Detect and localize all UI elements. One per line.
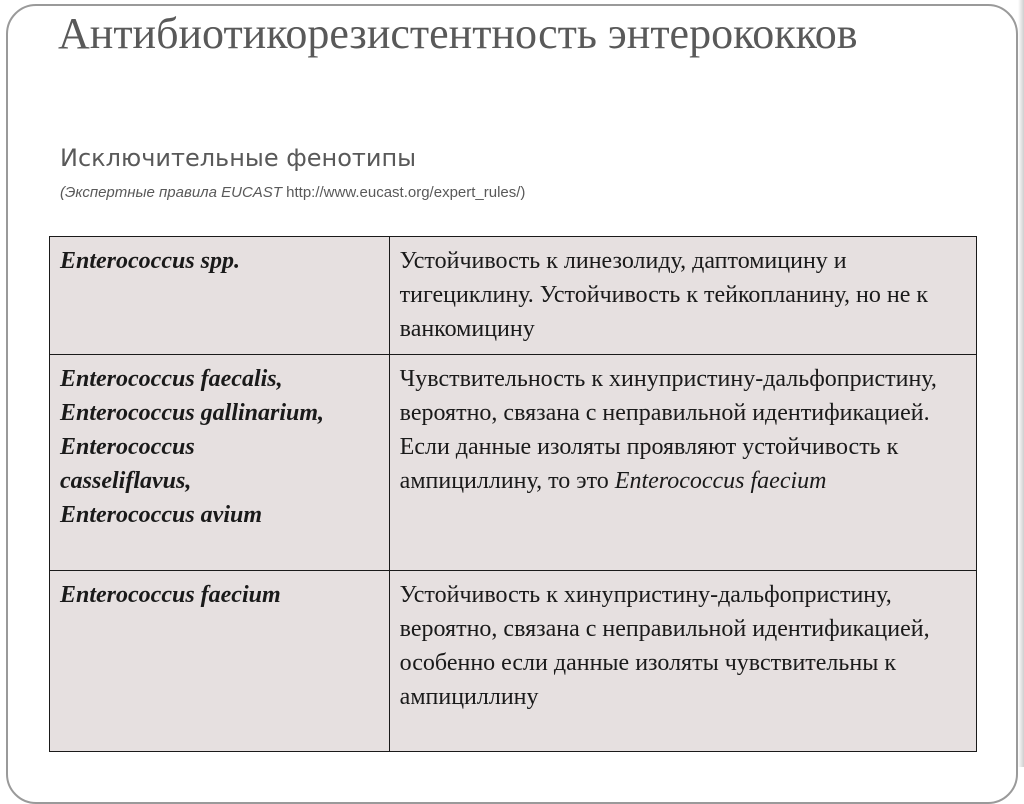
table-row [50, 571, 977, 752]
table-row [50, 237, 977, 355]
species-cell [50, 237, 390, 355]
slide-subtitle: Исключительные фенотипы [60, 144, 417, 172]
slide-title: Антибиотикорезистентность энтерококков [58, 9, 858, 58]
species-name: Enterococcus faecium [60, 582, 281, 608]
table-row [50, 355, 977, 571]
source-label: (Экспертные правила EUCAST [60, 184, 282, 201]
species-name: casseliflavus, [60, 468, 192, 494]
description-text: Чувствительность к хинупристину-дальфопристину, вероятно, связана с неправильной идентификацией. Если данные изоляты проявляют устойчивость к ампициллину, то это [399, 366, 937, 494]
description-cell: Устойчивость к линезолиду, даптомицину и тигециклину. Устойчивость к тейкопланину, но не к ванкомицину [389, 237, 976, 355]
slide-shadow [1018, 0, 1024, 767]
species-name: Enterococcus gallinarium, [60, 400, 325, 426]
species-name: Enterococcus spp. [60, 248, 240, 274]
description-cell: Устойчивость к хинупристину-дальфопристину, вероятно, связана с неправильной идентификацией, особенно если данные изоляты чувствительны к ампициллину [389, 571, 976, 752]
species-cell [50, 571, 390, 752]
description-species: Enterococcus faecium [614, 468, 827, 494]
source-reference [60, 184, 525, 201]
phenotypes-table [49, 236, 977, 752]
species-name: Enterococcus faecalis, [60, 366, 283, 392]
species-cell [50, 355, 390, 571]
description-cell [389, 355, 976, 571]
species-name: Enterococcus avium [60, 502, 262, 528]
source-url[interactable]: http://www.eucast.org/expert_rules/) [286, 184, 526, 201]
species-name: Enterococcus [60, 434, 195, 460]
